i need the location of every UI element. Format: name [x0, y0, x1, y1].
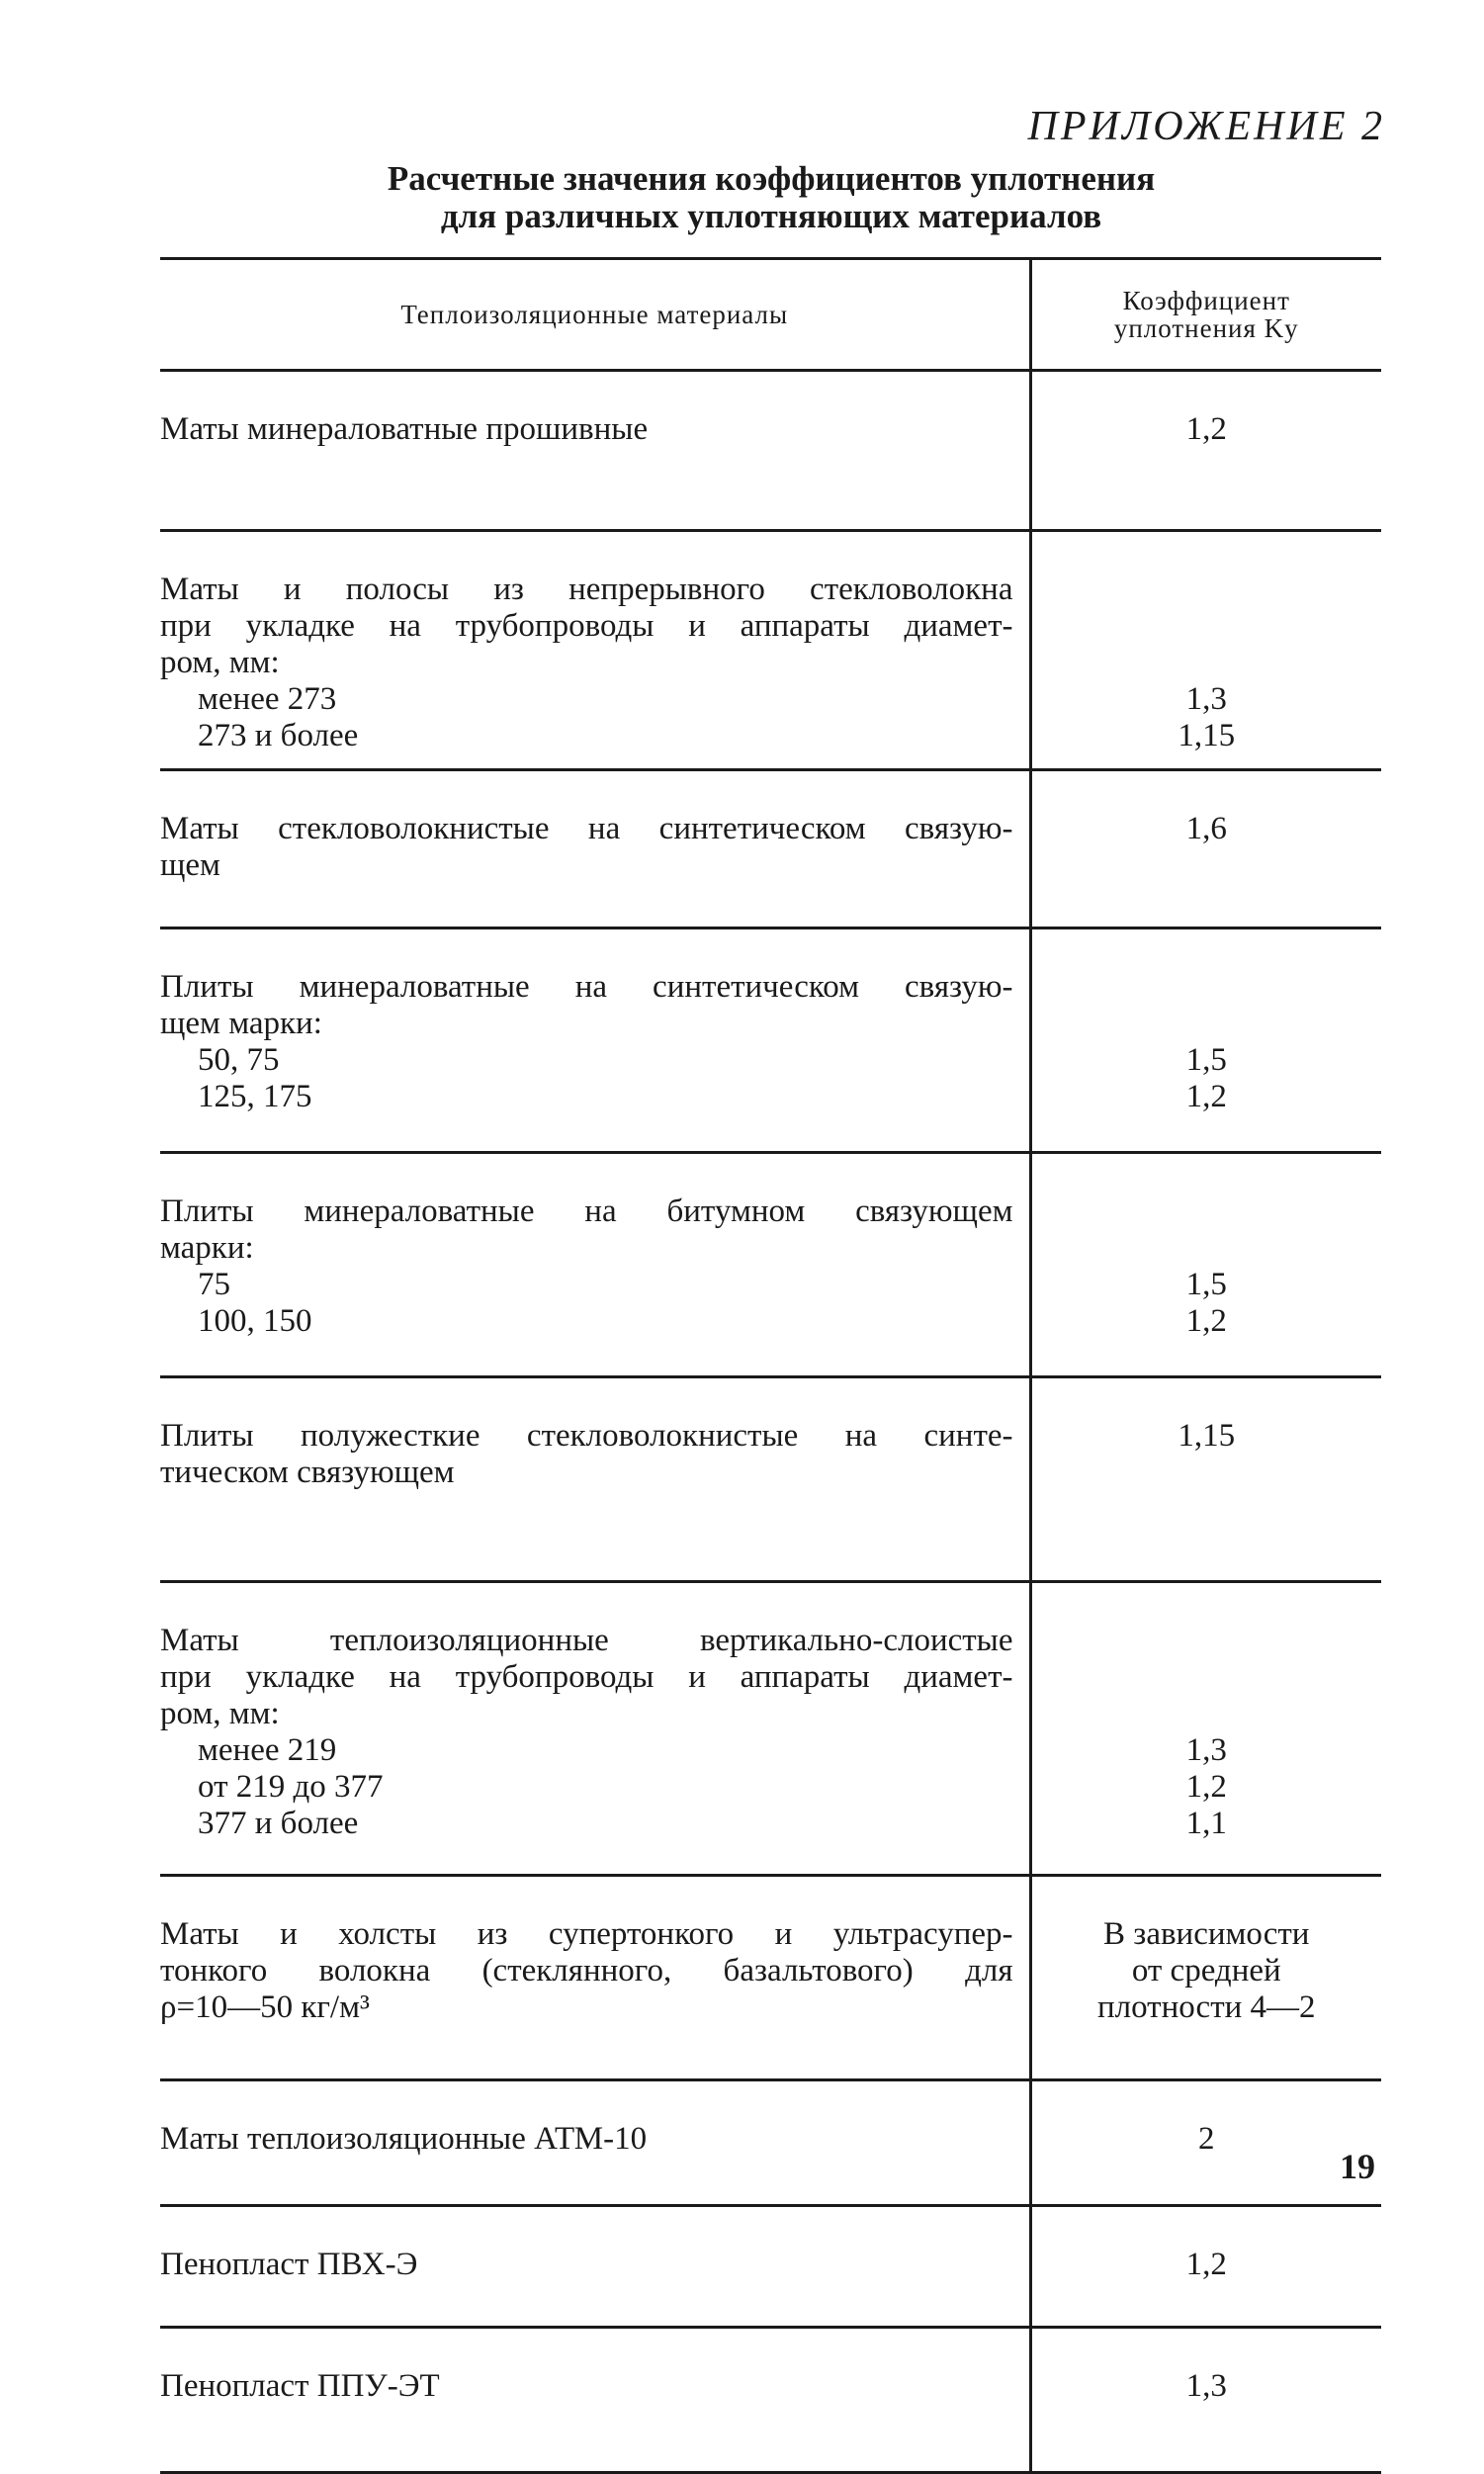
header-materials: Теплоизоляционные материалы	[400, 300, 789, 329]
coefficient-value: 2	[1198, 2121, 1215, 2157]
table-row	[160, 770, 1381, 928]
material-text: Маты теплоизоляционные вертикально-слоистые	[160, 1623, 1013, 1658]
material-text: Плиты минераловатные на битумном связующем	[160, 1193, 1013, 1229]
coefficient-value: В зависимости	[1103, 1916, 1310, 1952]
coefficient-cell	[1030, 928, 1381, 1153]
coefficient-value: 1,5	[1185, 1042, 1227, 1078]
material-text: Маты стекловолокнистые на синтетическом связую-	[160, 811, 1013, 846]
table-row	[160, 1582, 1381, 1876]
coefficient-value: от средней	[1131, 1953, 1281, 1988]
material-cell	[160, 770, 1030, 928]
spacer	[1032, 969, 1382, 1006]
spacer	[1032, 1193, 1382, 1230]
coefficient-cell	[1030, 770, 1381, 928]
material-subitem: 125, 175	[198, 1079, 312, 1114]
material-cell	[160, 2080, 1030, 2206]
material-subitem: 50, 75	[198, 1042, 280, 1078]
material-cell	[160, 1153, 1030, 1377]
coefficient-value: 1,2	[1185, 1769, 1227, 1805]
material-text: Пенопласт ППУ-ЭТ	[160, 2368, 440, 2404]
spacer	[1032, 645, 1382, 681]
material-cell	[160, 928, 1030, 1153]
material-text: Пенопласт ПВХ-Э	[160, 2247, 418, 2282]
table-row	[160, 2080, 1381, 2206]
material-cell	[160, 1377, 1030, 1582]
table-row	[160, 2328, 1381, 2473]
coefficient-cell	[1030, 371, 1381, 531]
table-row	[160, 1876, 1381, 2080]
material-subitem: от 219 до 377	[198, 1769, 384, 1805]
material-text: Маты и холсты из супертонкого и ультрасупер-	[160, 1916, 1013, 1952]
table-row	[160, 928, 1381, 1153]
header-coefficient-line-1: Коэффициент	[1122, 286, 1290, 315]
material-cell	[160, 371, 1030, 531]
material-subitem: менее 219	[198, 1732, 337, 1768]
coefficient-value: 1,6	[1185, 811, 1227, 846]
spacer	[1032, 608, 1382, 645]
spacer	[1032, 572, 1382, 608]
coefficient-value: 1,2	[1185, 2247, 1227, 2282]
table-row	[160, 371, 1381, 531]
spacer	[1032, 1696, 1382, 1732]
coefficient-value: 1,15	[1178, 718, 1236, 753]
spacer	[1032, 1230, 1382, 1267]
material-text: Плиты полужесткие стекловолокнистые на синте-	[160, 1418, 1013, 1454]
coefficient-cell	[1030, 1377, 1381, 1582]
coefficient-cell	[1030, 1153, 1381, 1377]
table-title	[163, 160, 1379, 235]
material-text: щем	[160, 847, 220, 883]
header-coefficient-line-2: уплотнения Kу	[1113, 313, 1299, 343]
material-text: тическом связующем	[160, 1455, 455, 1490]
material-subitem: 377 и более	[198, 1806, 359, 1841]
coefficient-cell	[1030, 531, 1381, 770]
material-cell	[160, 2206, 1030, 2328]
coefficient-cell	[1030, 1582, 1381, 1876]
material-text: Маты минераловатные прошивные	[160, 411, 649, 447]
coefficient-value: 1,1	[1185, 1806, 1227, 1841]
material-subitem: менее 273	[198, 681, 337, 717]
spacer	[1032, 1659, 1382, 1696]
coefficient-value: 1,2	[1185, 1079, 1227, 1114]
table-header-row	[160, 259, 1381, 371]
coefficient-value: 1,3	[1185, 2368, 1227, 2404]
coefficient-cell	[1030, 2328, 1381, 2473]
material-text: щем марки:	[160, 1006, 322, 1041]
title-line-1: Расчетные значения коэффициентов уплотнения	[387, 159, 1156, 198]
coefficient-value: плотности 4—2	[1096, 1989, 1316, 2025]
coefficient-value: 1,5	[1185, 1267, 1227, 1302]
coefficient-value: 1,3	[1185, 681, 1227, 717]
coefficient-value: 1,3	[1185, 1732, 1227, 1768]
table-row	[160, 1377, 1381, 1582]
material-subitem: 100, 150	[198, 1303, 312, 1339]
title-line-2: для различных уплотняющих материалов	[440, 197, 1102, 235]
material-text: ром, мм:	[160, 645, 280, 680]
material-subitem: 273 и более	[198, 718, 359, 753]
material-text: Маты и полосы из непрерывного стекловолокна	[160, 572, 1013, 607]
page-number: 19	[1340, 2147, 1375, 2186]
coefficient-cell	[1030, 2080, 1381, 2206]
coefficients-table	[160, 257, 1381, 2474]
material-cell	[160, 1876, 1030, 2080]
material-text: ρ=10—50 кг/м³	[160, 1989, 370, 2025]
table-row	[160, 2206, 1381, 2328]
material-subitem: 75	[198, 1267, 230, 1302]
header-coefficient	[1030, 259, 1381, 371]
material-text: ром, мм:	[160, 1696, 280, 1731]
spacer	[1032, 1006, 1382, 1042]
appendix-label: ПРИЛОЖЕНИЕ 2	[1027, 104, 1385, 149]
table-body	[160, 371, 1381, 2473]
spacer	[1032, 1623, 1382, 1659]
material-text: Плиты минераловатные на синтетическом связую-	[160, 969, 1013, 1005]
material-cell	[160, 531, 1030, 770]
table-row	[160, 1153, 1381, 1377]
coefficient-value: 1,2	[1185, 1303, 1227, 1339]
material-text: при укладке на трубопроводы и аппараты диамет-	[160, 1659, 1013, 1695]
material-text: Маты теплоизоляционные АТМ-10	[160, 2121, 648, 2157]
material-text: тонкого волокна (стеклянного, базальтового) для	[160, 1953, 1013, 1988]
coefficient-cell	[1030, 2206, 1381, 2328]
coefficient-cell	[1030, 1876, 1381, 2080]
material-cell	[160, 1582, 1030, 1876]
material-text: марки:	[160, 1230, 254, 1266]
table-row	[160, 531, 1381, 770]
coefficient-value: 1,2	[1185, 411, 1227, 447]
coefficient-value: 1,15	[1178, 1418, 1236, 1454]
material-text: при укладке на трубопроводы и аппараты диамет-	[160, 608, 1013, 644]
material-cell	[160, 2328, 1030, 2473]
